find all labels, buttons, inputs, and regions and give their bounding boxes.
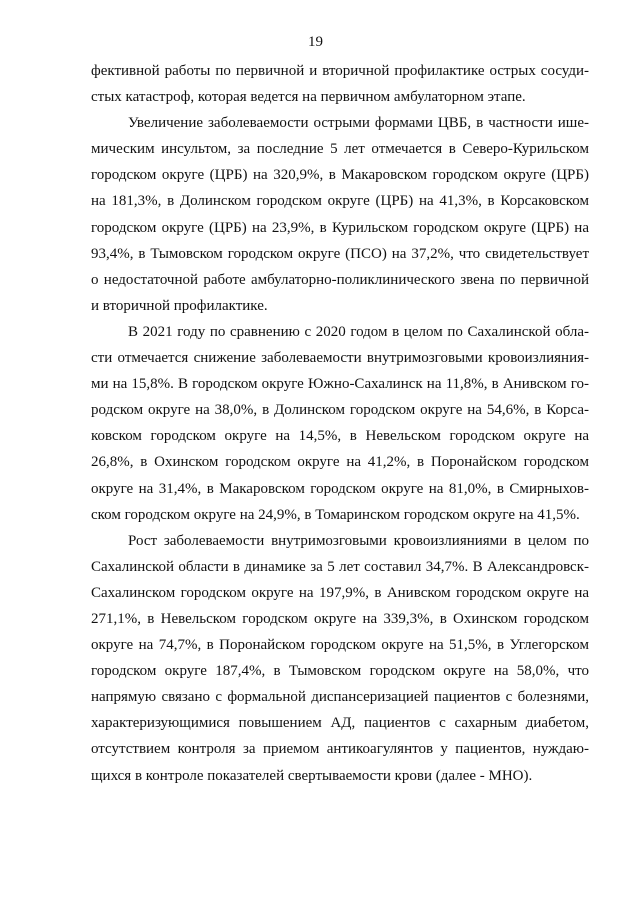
paragraph-3 bbox=[91, 319, 589, 528]
paragraph-2 bbox=[91, 110, 589, 319]
text-line: 93,4%, в Тымовском городском округе (ПСО) на 37,2%, что свидетельствует bbox=[91, 245, 589, 262]
text-line: и вторичной профилактике. bbox=[91, 297, 268, 314]
paragraph-4 bbox=[91, 528, 589, 789]
text-line: родском округе на 38,0%, в Долинском городском округе на 54,6%, в Корса- bbox=[91, 402, 589, 419]
text-line: В 2021 году по сравнению с 2020 годом в целом по Сахалинской обла- bbox=[128, 323, 589, 340]
text-line: ми на 15,8%. В городском округе Южно-Сахалинск на 11,8%, в Анивском го- bbox=[91, 376, 589, 393]
text-line: напрямую связано с формальной диспансеризацией пациентов с болезнями, bbox=[91, 689, 589, 706]
text-line: отсутствием контроля за приемом антикоагулянтов у пациентов, нуждаю- bbox=[91, 741, 589, 758]
text-line: городском округе (ЦРБ) на 320,9%, в Макаровском городском округе (ЦРБ) bbox=[91, 167, 589, 184]
text-line: о недостаточной работе амбулаторно-поликлинического звена по первичной bbox=[91, 271, 589, 288]
text-line: городском округе (ЦРБ) на 23,9%, в Курильском городском округе (ЦРБ) на bbox=[91, 219, 589, 236]
text-line: сти отмечается снижение заболеваемости внутримозговыми кровоизлияния- bbox=[91, 350, 589, 367]
text-line: 26,8%, в Охинском городском округе на 41,2%, в Поронайском городском bbox=[91, 454, 589, 471]
text-line: ковском городском округе на 14,5%, в Невельском городском округе на bbox=[91, 428, 589, 445]
text-line: ском городском округе на 24,9%, в Томаринском городском округе на 41,5%. bbox=[91, 506, 580, 523]
text-line: фективной работы по первичной и вторичной профилактике острых сосуди- bbox=[91, 63, 589, 79]
text-line: Сахалинском городском округе на 197,9%, в Анивском городском округе на bbox=[91, 584, 589, 601]
text-line: на 181,3%, в Долинском городском округе (ЦРБ) на 41,3%, в Корсаковском bbox=[91, 193, 589, 210]
text-line: Увеличение заболеваемости острыми формами ЦВБ, в частности ише- bbox=[128, 115, 589, 132]
text-line: округе на 31,4%, в Макаровском городском округе на 81,0%, в Смирныхов- bbox=[91, 480, 589, 497]
text-line: мическим инсультом, за последние 5 лет отмечается в Северо-Курильском bbox=[91, 141, 589, 158]
text-line: щихся в контроле показателей свертываемости крови (далее - МНО). bbox=[91, 767, 533, 784]
text-line: Сахалинской области в динамике за 5 лет составил 34,7%. В Александровск- bbox=[91, 558, 589, 575]
document-body bbox=[91, 58, 589, 789]
text-line: 271,1%, в Невельском городском округе на 339,3%, в Охинском городском bbox=[91, 610, 589, 627]
text-line: характеризующимися повышением АД, пациентов с сахарным диабетом, bbox=[91, 715, 589, 732]
text-line: Рост заболеваемости внутримозговыми кровоизлияниями в целом по bbox=[128, 532, 589, 549]
text-line: стых катастроф, которая ведется на первичном амбулаторном этапе. bbox=[91, 89, 526, 106]
page-number: 19 bbox=[308, 34, 323, 50]
text-line: городском округе 187,4%, в Тымовском городском округе на 58,0%, что bbox=[91, 663, 589, 680]
text-line: округе на 74,7%, в Поронайском городском округе на 51,5%, в Углегорском bbox=[91, 637, 589, 654]
paragraph-1 bbox=[91, 58, 589, 110]
